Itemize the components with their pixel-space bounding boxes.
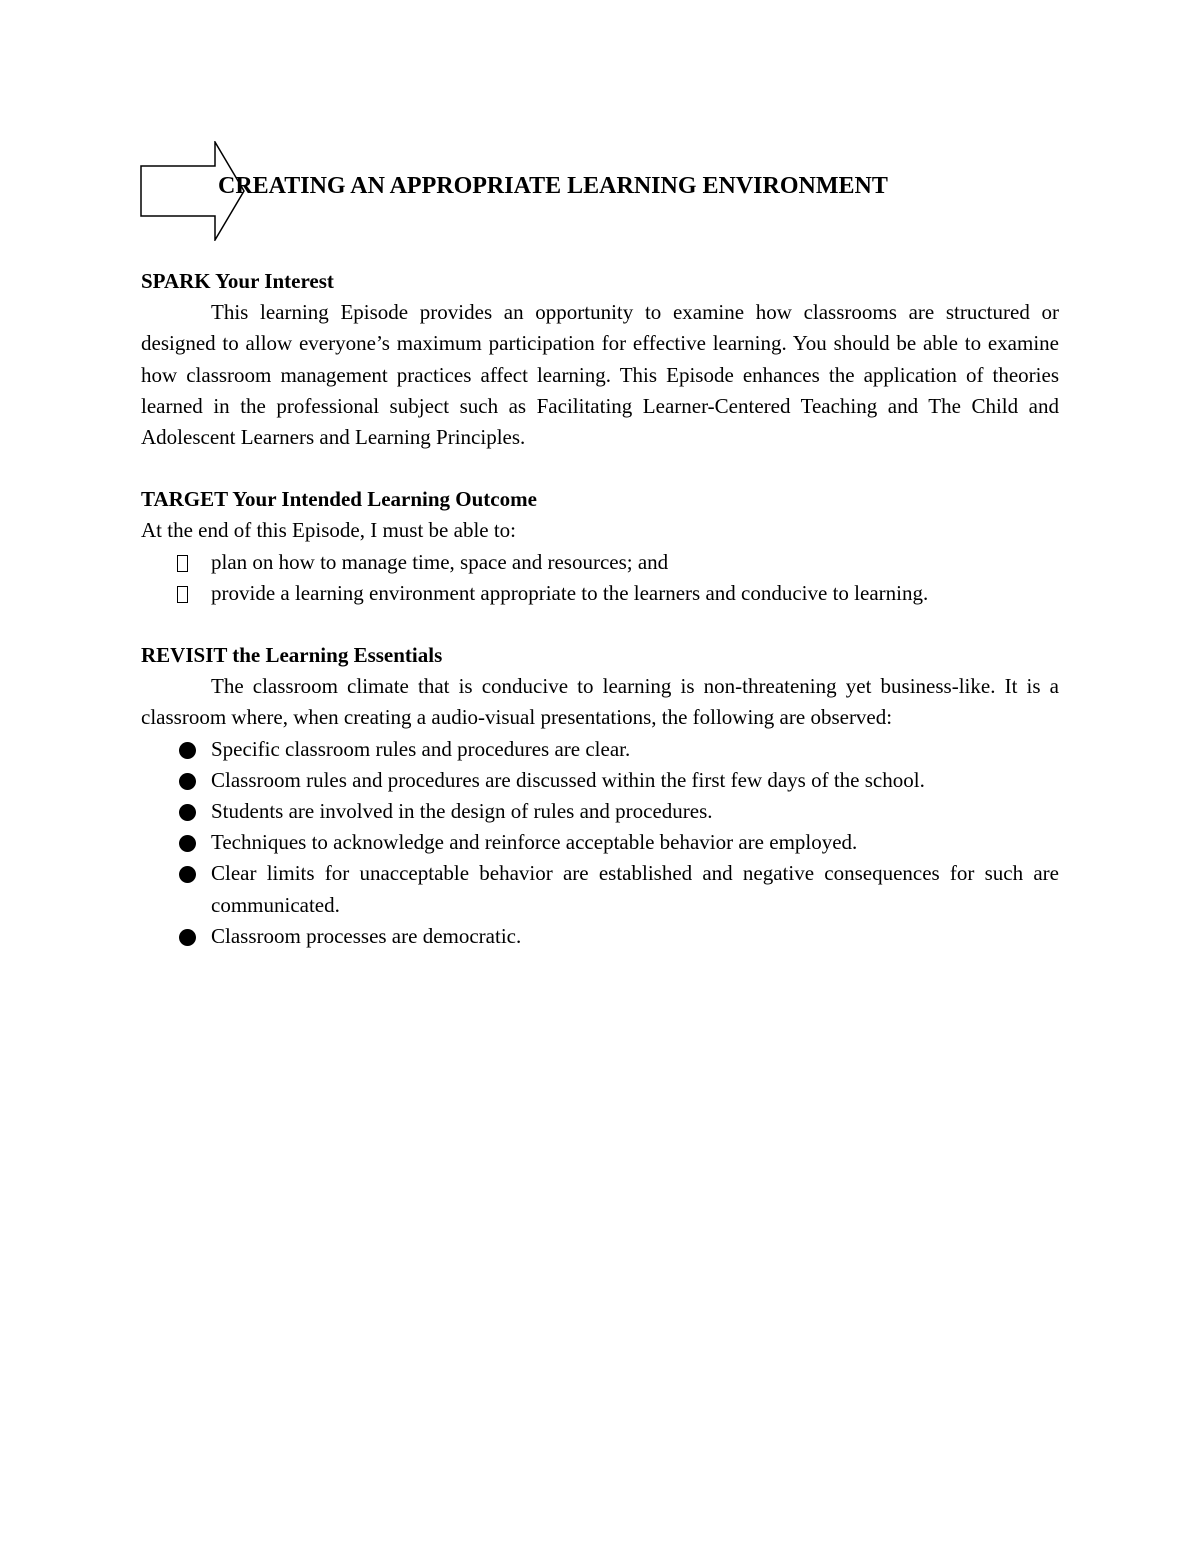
- outcome-text: plan on how to manage time, space and resources; and: [211, 549, 669, 574]
- checkbox-icon: [177, 555, 188, 572]
- list-item: [141, 796, 1059, 827]
- list-item: [141, 921, 1059, 952]
- spark-section: [141, 266, 1059, 453]
- essential-text: Specific classroom rules and procedures are clear.: [211, 736, 631, 761]
- document-body: [141, 266, 1059, 952]
- outcome-text: provide a learning environment appropriate to the learners and conducive to learning.: [211, 580, 929, 605]
- bullet-dot-icon: [179, 804, 196, 821]
- list-item: [141, 765, 1059, 796]
- list-item: [141, 547, 1059, 578]
- revisit-paragraph: The classroom climate that is conducive to learning is non-threatening yet business-like. It is a classroom where, when creating a audio-visual presentations, the following are observed:: [141, 674, 1059, 730]
- page-title: CREATING AN APPROPRIATE LEARNING ENVIRONMENT: [218, 173, 888, 199]
- section-spacer: [141, 453, 1059, 484]
- outcomes-list: [141, 547, 1059, 609]
- target-heading: TARGET Your Intended Learning Outcome: [141, 487, 537, 512]
- list-item: [141, 827, 1059, 858]
- essentials-list: [141, 734, 1059, 952]
- target-section: [141, 484, 1059, 609]
- bullet-dot-icon: [179, 866, 196, 883]
- bullet-dot-icon: [179, 835, 196, 852]
- bullet-dot-icon: [179, 742, 196, 759]
- list-item: [141, 578, 1059, 609]
- bullet-dot-icon: [179, 929, 196, 946]
- essential-text: Classroom processes are democratic.: [211, 923, 522, 948]
- section-spacer: [141, 609, 1059, 640]
- spark-paragraph: This learning Episode provides an opportunity to examine how classrooms are structured or designed to allow everyone’s maximum participation for effective learning. You should be able to examine how classroom management practices affect learning. This Episode enhances the application of theories learned in the professional subject such as Facilitating Learner-Centered Teaching and The Child and Adolescent Learners and Learning Principles.: [141, 300, 1059, 450]
- revisit-heading: REVISIT the Learning Essentials: [141, 643, 443, 668]
- essential-text: Techniques to acknowledge and reinforce acceptable behavior are employed.: [211, 830, 858, 855]
- essential-text: Students are involved in the design of rules and procedures.: [211, 799, 713, 824]
- revisit-section: [141, 640, 1059, 952]
- list-item: [141, 858, 1059, 920]
- essential-text: Classroom rules and procedures are discussed within the first few days of the school.: [211, 767, 925, 792]
- target-lead: At the end of this Episode, I must be able to:: [141, 518, 517, 543]
- list-item: [141, 734, 1059, 765]
- spark-heading: SPARK Your Interest: [141, 269, 334, 293]
- essential-text: Clear limits for unacceptable behavior are established and negative consequences for such are communicated.: [211, 861, 1059, 917]
- checkbox-icon: [177, 586, 188, 603]
- bullet-dot-icon: [179, 773, 196, 790]
